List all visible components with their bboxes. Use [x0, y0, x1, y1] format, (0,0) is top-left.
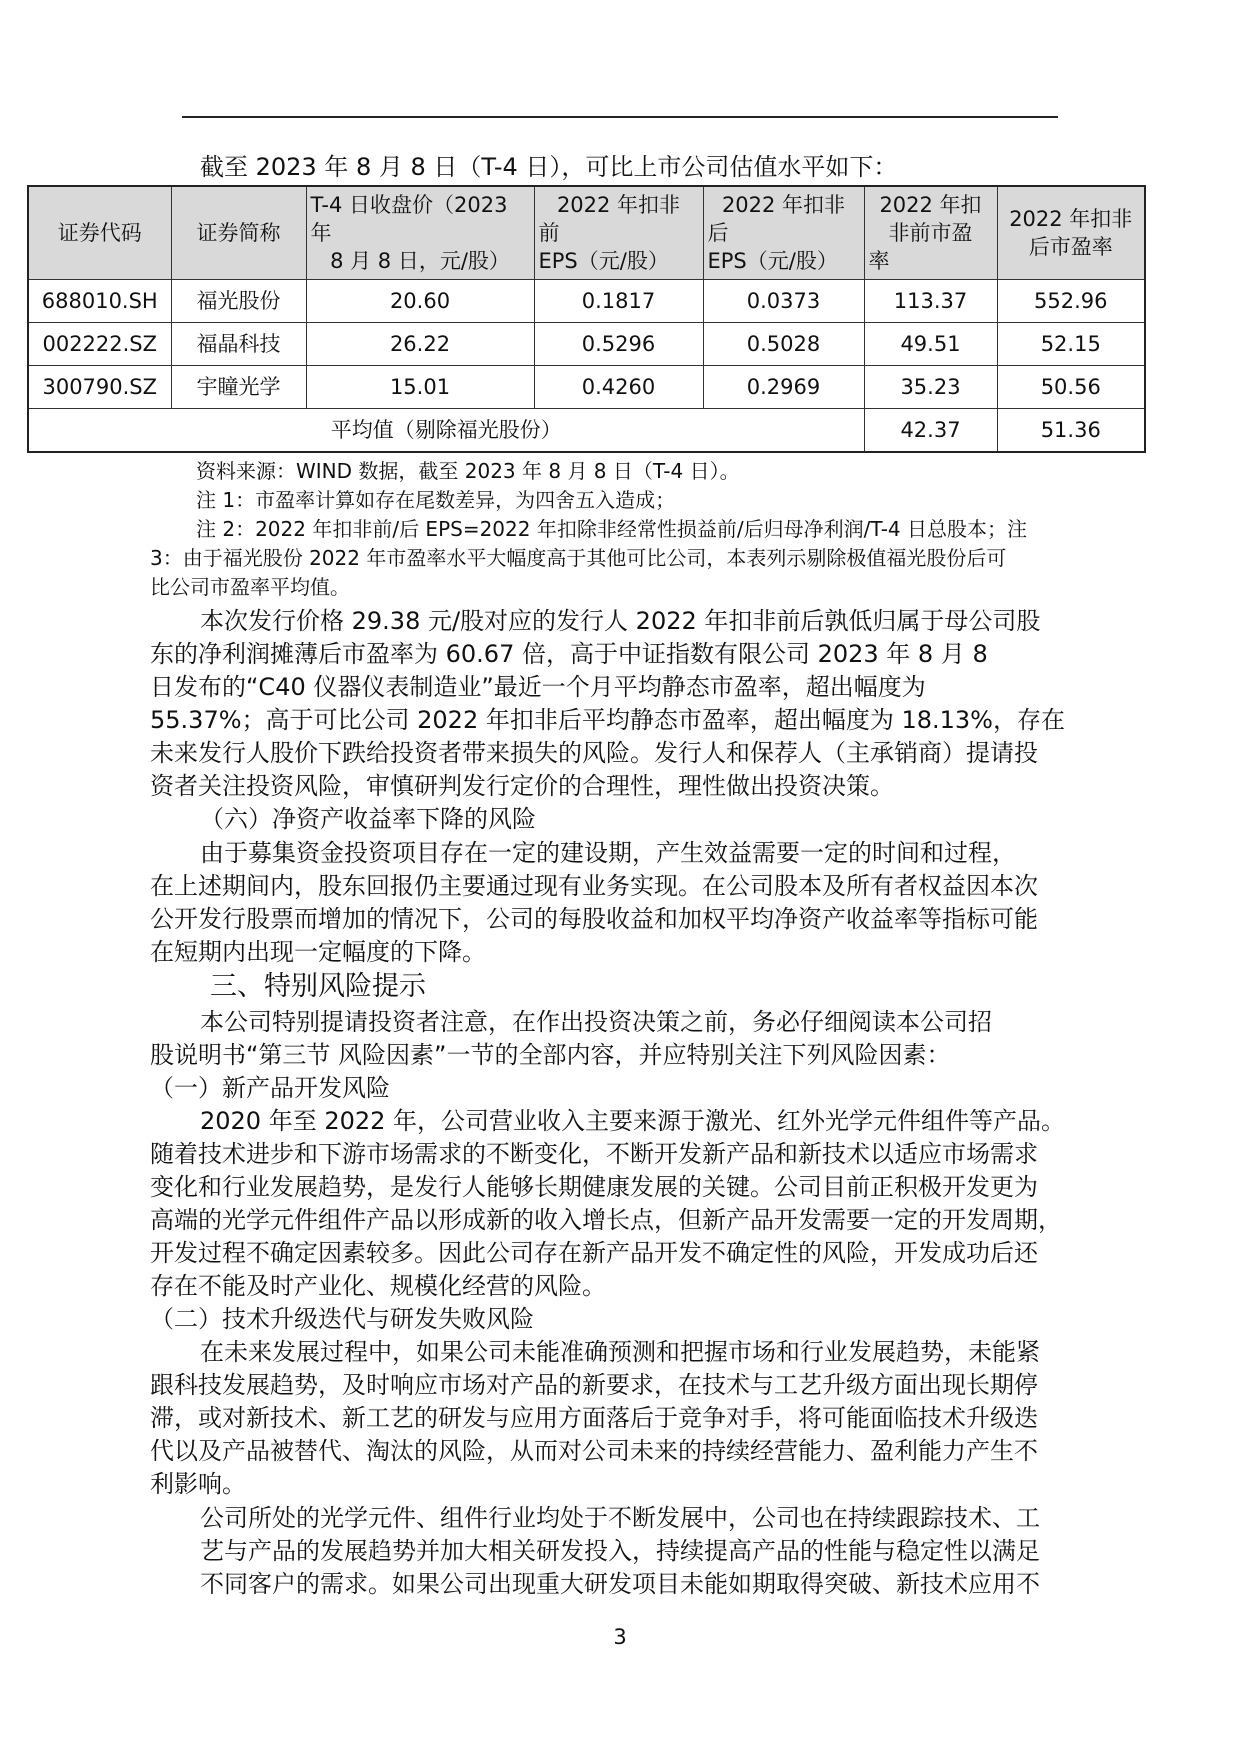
cell-eps-after: 0.0373: [703, 280, 864, 323]
paragraph-line: 股说明书“第三节 风险因素”一节的全部内容，并应特别关注下列风险因素：: [150, 1041, 951, 1069]
paragraph-line: 变化和行业发展趋势，是发行人能够长期健康发展的关键。公司目前正积极开发更为: [150, 1173, 1038, 1201]
col-header-name: 证券简称: [171, 186, 306, 280]
paragraph-line: 滞，或对新技术、新工艺的研发与应用方面落后于竞争对手，将可能面临技术升级迭: [150, 1404, 1038, 1432]
col-header-code: 证券代码: [28, 186, 171, 280]
cell-pe-before: 35.23: [864, 366, 997, 409]
table-note-3-cont: 比公司市盈率平均值。: [150, 575, 350, 599]
page-number: 3: [613, 1625, 627, 1649]
col-header-eps-before: 2022 年扣非 前 EPS（元/股）: [534, 186, 703, 280]
table-header-row: [28, 186, 1145, 280]
col-header-close-price: T-4 日收盘价（2023 年 8 月 8 日，元/股）: [306, 186, 534, 280]
paragraph-line: 代以及产品被替代、淘汰的风险，从而对公司未来的持续经营能力、盈利能力产生不: [150, 1437, 1038, 1465]
table-row: [28, 280, 1145, 323]
col-header-pe-after: 2022 年扣非 后市盈率: [997, 186, 1145, 280]
paragraph-line: 跟科技发展趋势，及时响应市场对产品的新要求，在技术与工艺升级方面出现长期停: [150, 1371, 1038, 1399]
cell-pe-before: 113.37: [864, 280, 997, 323]
paragraph-line: 未来发行人股价下跌给投资者带来损失的风险。发行人和保荐人（主承销商）提请投: [150, 739, 1038, 767]
table-row: [28, 323, 1145, 366]
cell-close-price: 20.60: [306, 280, 534, 323]
cell-average-pe-before: 42.37: [864, 409, 997, 453]
cell-code: 688010.SH: [28, 280, 171, 323]
cell-name: 福光股份: [171, 280, 306, 323]
paragraph-line: 本次发行价格 29.38 元/股对应的发行人 2022 年扣非前后孰低归属于母公司股: [200, 607, 1041, 635]
paragraph-line: 利影响。: [150, 1470, 246, 1498]
cell-eps-before: 0.1817: [534, 280, 703, 323]
table-source-note: 资料来源：WIND 数据，截至 2023 年 8 月 8 日（T-4 日）。: [196, 459, 740, 483]
cell-eps-after: 0.5028: [703, 323, 864, 366]
paragraph-line: 本公司特别提请投资者注意，在作出投资决策之前，务必仔细阅读本公司招: [200, 1008, 992, 1036]
cell-average-label: 平均值（剔除福光股份）: [28, 409, 864, 453]
cell-eps-before: 0.4260: [534, 366, 703, 409]
subsection-heading: （二）技术升级迭代与研发失败风险: [150, 1305, 534, 1333]
subsection-heading: （一）新产品开发风险: [150, 1074, 390, 1102]
paragraph-line: 由于募集资金投资项目存在一定的建设期，产生效益需要一定的时间和过程，: [200, 839, 1016, 867]
cell-name: 宇瞳光学: [171, 366, 306, 409]
header-rule: [182, 116, 1058, 118]
paragraph-line: 存在不能及时产业化、规模化经营的风险。: [150, 1272, 606, 1300]
paragraph-line: 2020 年至 2022 年，公司营业收入主要来源于激光、红外光学元件组件等产品。: [200, 1107, 1066, 1135]
table-average-row: [28, 409, 1145, 453]
paragraph-line: 不同客户的需求。如果公司出现重大研发项目未能如期取得突破、新技术应用不: [200, 1570, 1040, 1598]
paragraph-line: 公开发行股票而增加的情况下，公司的每股收益和加权平均净资产收益率等指标可能: [150, 905, 1038, 933]
cell-average-pe-after: 51.36: [997, 409, 1145, 453]
cell-close-price: 26.22: [306, 323, 534, 366]
cell-code: 002222.SZ: [28, 323, 171, 366]
cell-eps-before: 0.5296: [534, 323, 703, 366]
cell-pe-after: 50.56: [997, 366, 1145, 409]
paragraph-line: 55.37%；高于可比公司 2022 年扣非后平均静态市盈率，超出幅度为 18.13%，存在: [150, 706, 1065, 734]
table-intro: 截至 2023 年 8 月 8 日（T-4 日），可比上市公司估值水平如下：: [200, 153, 898, 181]
table-row: [28, 366, 1145, 409]
cell-name: 福晶科技: [171, 323, 306, 366]
col-header-pe-before: 2022 年扣 非前市盈 率: [864, 186, 997, 280]
paragraph-line: 东的净利润摊薄后市盈率为 60.67 倍，高于中证指数有限公司 2023 年 8 月 8: [150, 640, 988, 668]
paragraph-line: 高端的光学元件组件产品以形成新的收入增长点，但新产品开发需要一定的开发周期，: [150, 1206, 1062, 1234]
cell-pe-after: 52.15: [997, 323, 1145, 366]
table-note-3: 3：由于福光股份 2022 年市盈率水平大幅度高于其他可比公司，本表列示剔除极值福光股份后可: [150, 546, 1007, 570]
paragraph-line: 日发布的“C40 仪器仪表制造业”最近一个月平均静态市盈率，超出幅度为: [150, 673, 926, 701]
cell-code: 300790.SZ: [28, 366, 171, 409]
table-note-1: 注 1：市盈率计算如存在尾数差异，为四舍五入造成；: [196, 488, 676, 512]
paragraph-line: 在上述期间内，股东回报仍主要通过现有业务实现。在公司股本及所有者权益因本次: [150, 872, 1038, 900]
cell-pe-before: 49.51: [864, 323, 997, 366]
paragraph-line: 在短期内出现一定幅度的下降。: [150, 938, 486, 966]
section-heading: 三、特别风险提示: [210, 971, 426, 1002]
paragraph-line: 艺与产品的发展趋势并加大相关研发投入，持续提高产品的性能与稳定性以满足: [200, 1537, 1040, 1565]
cell-close-price: 15.01: [306, 366, 534, 409]
paragraph-line: 随着技术进步和下游市场需求的不断变化，不断开发新产品和新技术以适应市场需求: [150, 1140, 1038, 1168]
paragraph-line: 资者关注投资风险，审慎研判发行定价的合理性，理性做出投资决策。: [150, 772, 894, 800]
cell-pe-after: 552.96: [997, 280, 1145, 323]
paragraph-line: 公司所处的光学元件、组件行业均处于不断发展中，公司也在持续跟踪技术、工: [200, 1504, 1040, 1532]
table-note-2: 注 2：2022 年扣非前/后 EPS=2022 年扣除非经常性损益前/后归母净利润/T-4 日总股本；注: [196, 517, 1027, 541]
valuation-table: [27, 185, 1146, 453]
paragraph-line: 开发过程不确定因素较多。因此公司存在新产品开发不确定性的风险，开发成功后还: [150, 1239, 1038, 1267]
cell-eps-after: 0.2969: [703, 366, 864, 409]
subsection-heading: （六）净资产收益率下降的风险: [200, 805, 536, 833]
col-header-eps-after: 2022 年扣非 后 EPS（元/股）: [703, 186, 864, 280]
paragraph-line: 在未来发展过程中，如果公司未能准确预测和把握市场和行业发展趋势，未能紧: [200, 1338, 1040, 1366]
